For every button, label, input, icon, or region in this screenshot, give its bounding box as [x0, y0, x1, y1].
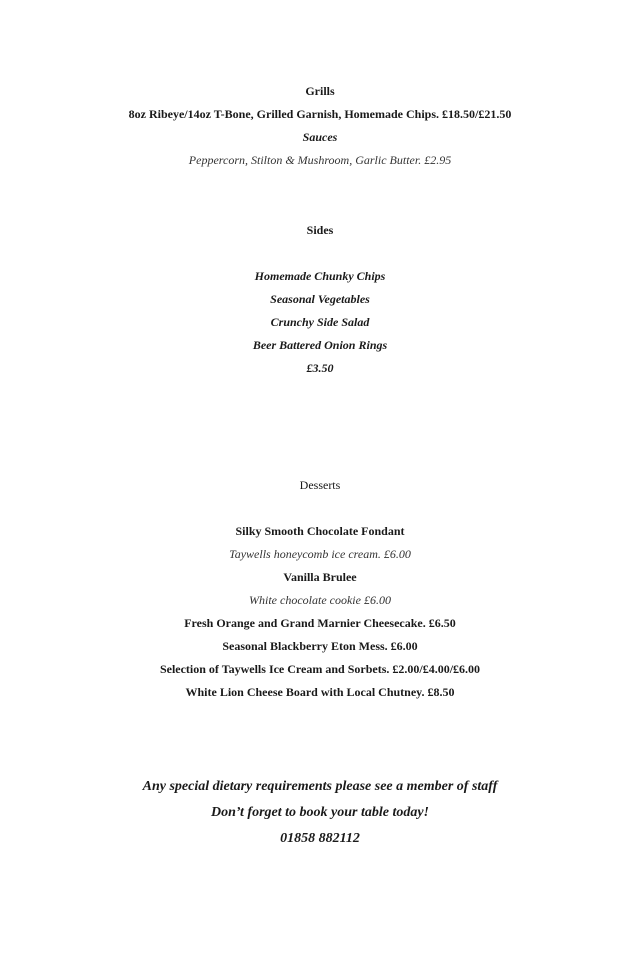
side-item: Beer Battered Onion Rings: [252, 338, 388, 352]
phone-number: 01858 882112: [280, 831, 360, 846]
dessert-item-desc: White chocolate cookie £6.00: [249, 593, 391, 607]
dessert-item-name: White Lion Cheese Board with Local Chutney. £8.50: [185, 685, 455, 699]
side-item: Crunchy Side Salad: [270, 315, 370, 329]
dessert-item-name: Vanilla Brulee: [283, 570, 357, 584]
sides-heading: Sides: [306, 223, 334, 237]
dessert-item-name: Seasonal Blackberry Eton Mess. £6.00: [222, 639, 418, 653]
dessert-item-name: Silky Smooth Chocolate Fondant: [235, 524, 405, 538]
desserts-heading: Desserts: [299, 478, 341, 492]
grills-item: 8oz Ribeye/14oz T-Bone, Grilled Garnish, Homemade Chips. £18.50/£21.50: [128, 107, 512, 121]
dessert-item-name: Selection of Taywells Ice Cream and Sorbets. £2.00/£4.00/£6.00: [159, 662, 481, 676]
dietary-notice: Any special dietary requirements please see a member of staff: [142, 779, 498, 794]
sauces-list: Peppercorn, Stilton & Mushroom, Garlic Butter. £2.95: [188, 153, 452, 167]
dessert-item-desc: Taywells honeycomb ice cream. £6.00: [229, 547, 411, 561]
sides-price: £3.50: [306, 361, 334, 375]
sauces-heading: Sauces: [302, 130, 338, 144]
side-item: Seasonal Vegetables: [270, 292, 370, 306]
dessert-item-name: Fresh Orange and Grand Marnier Cheesecake. £6.50: [184, 616, 456, 630]
booking-reminder: Don’t forget to book your table today!: [210, 805, 430, 820]
grills-heading: Grills: [305, 84, 335, 98]
side-item: Homemade Chunky Chips: [254, 269, 386, 283]
